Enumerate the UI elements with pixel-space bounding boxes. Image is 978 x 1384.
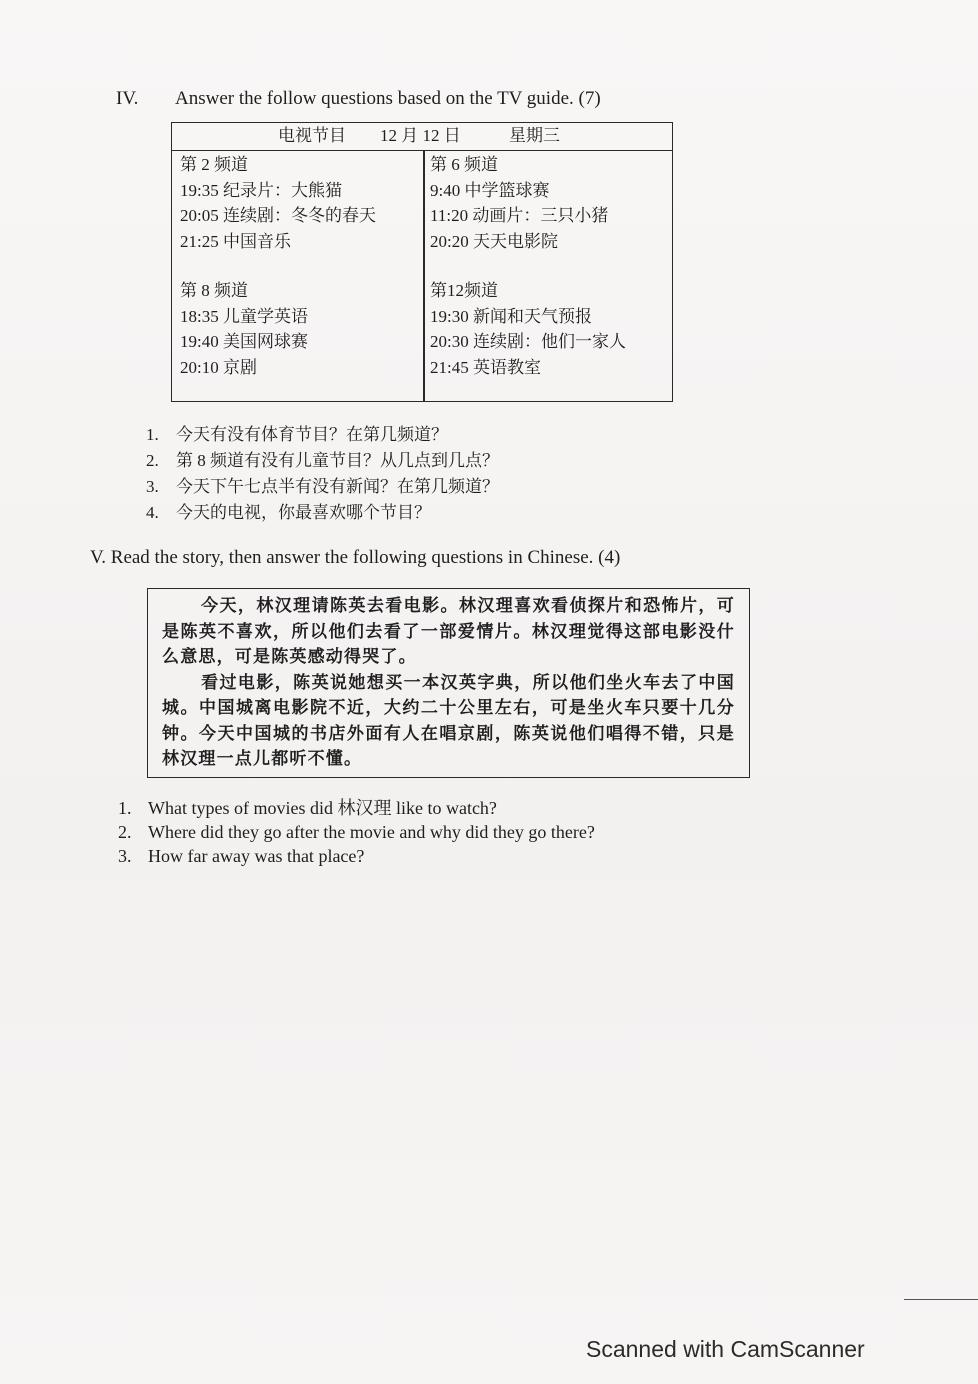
channel-block-2 xyxy=(180,152,376,254)
program-line: 20:05 连续剧：冬冬的春天 xyxy=(180,206,376,225)
channel-name: 第 8 频道 xyxy=(180,281,248,300)
tv-guide-weekday: 星期三 xyxy=(509,126,560,145)
program-line: 21:25 中国音乐 xyxy=(180,231,291,251)
story-paragraph-2: 看过电影，陈英说她想买一本汉英字典，所以他们坐火车去了中国城。中国城离电影院不近，大约二十公里左右，可是坐火车只要十几分钟。今天中国城的书店外面有人在唱京剧，陈英说他们唱得不错，只是林汉理一点儿都听不懂。 xyxy=(162,672,735,769)
question-number: 4. xyxy=(146,503,159,522)
question-text: 今天有没有体育节目？在第几频道？ xyxy=(176,425,448,444)
question-text: Where did they go after the movie and why did they go there? xyxy=(148,822,595,842)
question-number: 3. xyxy=(118,846,132,866)
question-text: What types of movies did 林汉理 like to watch? xyxy=(148,798,497,818)
channel-block-6 xyxy=(430,152,608,254)
scanner-watermark: Scanned with CamScanner xyxy=(586,1336,865,1362)
story-box xyxy=(147,588,750,778)
channel-name: 第12频道 xyxy=(430,281,498,300)
question-number: 3. xyxy=(146,477,159,496)
question-number: 1. xyxy=(118,798,132,818)
tv-guide-column-divider xyxy=(423,151,425,401)
program-line: 21:45 英语教室 xyxy=(430,357,541,377)
question-text: 第 8 频道有没有儿童节目？从几点到几点？ xyxy=(176,451,499,470)
program-line: 18:35 儿童学英语 xyxy=(180,306,308,326)
program-line: 9:40 中学篮球赛 xyxy=(430,180,550,200)
program-line: 20:30 连续剧：他们一家人 xyxy=(430,332,626,351)
question-number: 2. xyxy=(146,451,159,470)
program-line: 20:10 京剧 xyxy=(180,357,257,377)
program-line: 19:40 美国网球赛 xyxy=(180,332,308,351)
story-paragraph-1: 今天，林汉理请陈英去看电影。林汉理喜欢看侦探片和恐怖片，可是陈英不喜欢，所以他们去看了一部爱情片。林汉理觉得这部电影没什么意思，可是陈英感动得哭了。 xyxy=(162,596,735,667)
program-line: 19:35 纪录片：大熊猫 xyxy=(180,180,342,200)
program-line: 20:20 天天电影院 xyxy=(430,231,558,251)
tv-guide-table xyxy=(171,122,673,402)
tv-guide-date: 12 月 12 日 xyxy=(380,126,461,145)
question-text: 今天的电视，你最喜欢哪个节目？ xyxy=(176,503,431,522)
question-text: 今天下午七点半有没有新闻？在第几频道？ xyxy=(176,477,499,496)
tv-guide-title: 电视节目 xyxy=(278,126,346,145)
channel-name: 第 2 频道 xyxy=(180,155,248,174)
program-line: 19:30 新闻和天气预报 xyxy=(430,306,592,326)
section-iv-number: IV. xyxy=(116,88,139,109)
question-text: How far away was that place? xyxy=(148,846,365,866)
channel-block-12 xyxy=(430,278,626,380)
program-line: 11:20 动画片：三只小猪 xyxy=(430,206,609,225)
page-edge-line xyxy=(904,1299,978,1300)
tv-guide-header xyxy=(172,123,672,151)
channel-block-8 xyxy=(180,278,308,380)
section-iv-instruction: Answer the follow questions based on the TV guide. (7) xyxy=(175,88,601,109)
section-v-instruction: V. Read the story, then answer the following questions in Chinese. (4) xyxy=(90,547,621,568)
channel-name: 第 6 频道 xyxy=(430,155,498,174)
question-number: 1. xyxy=(146,425,159,444)
question-number: 2. xyxy=(118,822,132,842)
